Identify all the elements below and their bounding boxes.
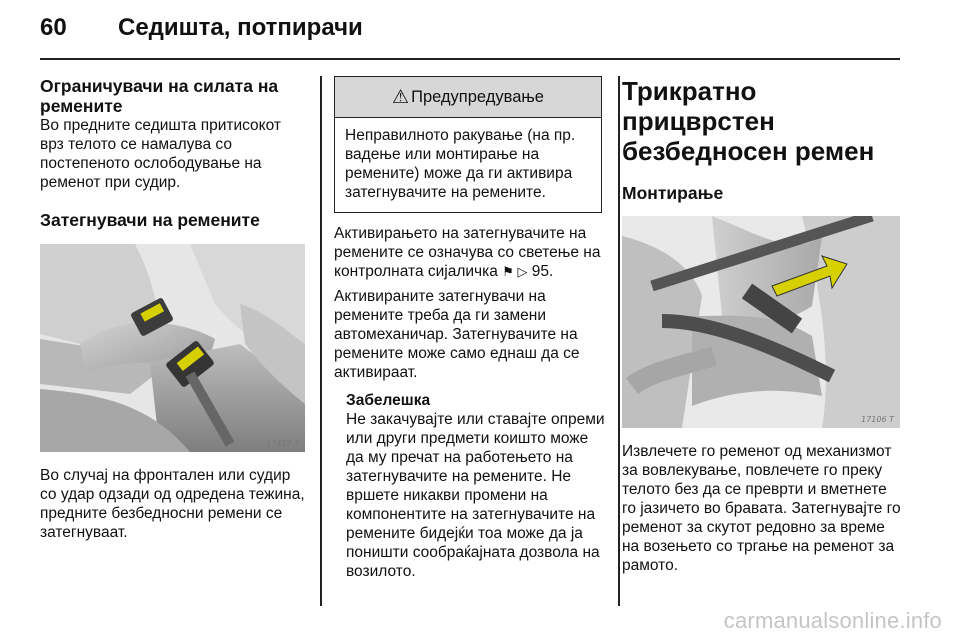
control-light-text: Активирањето на затегнувачите на ремените се означува со светење на контролната сијаличка <box>334 225 601 280</box>
seat-buckles-illustration <box>40 244 305 452</box>
warning-box <box>334 76 602 213</box>
section-heading-three-point-belt: Трикратно прицврстен безбедносен ремен <box>622 76 875 166</box>
figure-fastening-belt <box>622 216 900 428</box>
figure-code: 17417 T <box>266 439 299 448</box>
column-divider-2 <box>618 76 620 606</box>
belt-fastening-illustration <box>622 216 900 428</box>
column-left <box>40 76 305 542</box>
paragraph-replacement: Активираните затегнувачи на ремените треба да ги замени автомеханичар. Затегнувачите на ремените може само еднаш да се активираат. <box>334 288 580 381</box>
figure-pretensioner-buckles <box>40 244 305 452</box>
column-divider-1 <box>320 76 322 606</box>
pretensioner-warning-light-icon: ⚑ <box>502 264 514 279</box>
paragraph-force-limiters: Во предните седишта притисокот врз телото се намалува со постепеното ослободување на ременот при судир. <box>40 117 281 191</box>
note-block <box>334 391 606 581</box>
warning-text: Неправилното ракување (на пр. вадење или монтирање на ремените) може да ги активира затегнувачите на ремените. <box>345 127 576 201</box>
warning-title: Предупредување <box>411 87 544 106</box>
section-heading-pretensioners: Затегнувачи на ремените <box>40 210 260 230</box>
warning-header <box>335 77 601 118</box>
page-reference-arrow-icon: ▷ <box>513 264 528 279</box>
figure-code: 17106 T <box>861 415 894 424</box>
watermark: carmanualsonline.info <box>723 608 942 633</box>
column-middle <box>334 76 606 581</box>
paragraph-control-light <box>334 224 606 281</box>
warning-triangle-icon: ⚠ <box>392 86 410 108</box>
column-right <box>622 76 904 575</box>
page-number: 60 <box>40 14 67 41</box>
paragraph-pretensioners-trigger: Во случај на фронтален или судир со удар одзади од одредена тежина, предните безбедносни ремени се затегнуваат. <box>40 467 305 541</box>
note-text: Не закачувајте или ставајте опреми или други предмети коишто може да му пречат на работењето на затегнувачите на ремените. Не вршете никакви промени на компонентите на затегнувачите на ремените бидејќи тоа може да ја поништи сообраќајната дозвола на возилото. <box>346 411 605 580</box>
page-reference: 95. <box>527 263 554 280</box>
page-title: Седишта, потпирачи <box>118 14 363 41</box>
header-rule <box>40 58 900 60</box>
section-heading-force-limiters: Ограничувачи на силата на ремените <box>40 76 279 116</box>
paragraph-fastening-instructions: Извлечете го ременот од механизмот за вовлекување, повлечете го преку телото без да се преврти и вметнете го јазичето во бравата. Затегнувајте го ременот за скутот редовно за време на возењето со тргање на ременот за рамото. <box>622 443 901 574</box>
note-title: Забелешка <box>346 392 431 409</box>
section-heading-fastening: Монтирање <box>622 183 724 203</box>
